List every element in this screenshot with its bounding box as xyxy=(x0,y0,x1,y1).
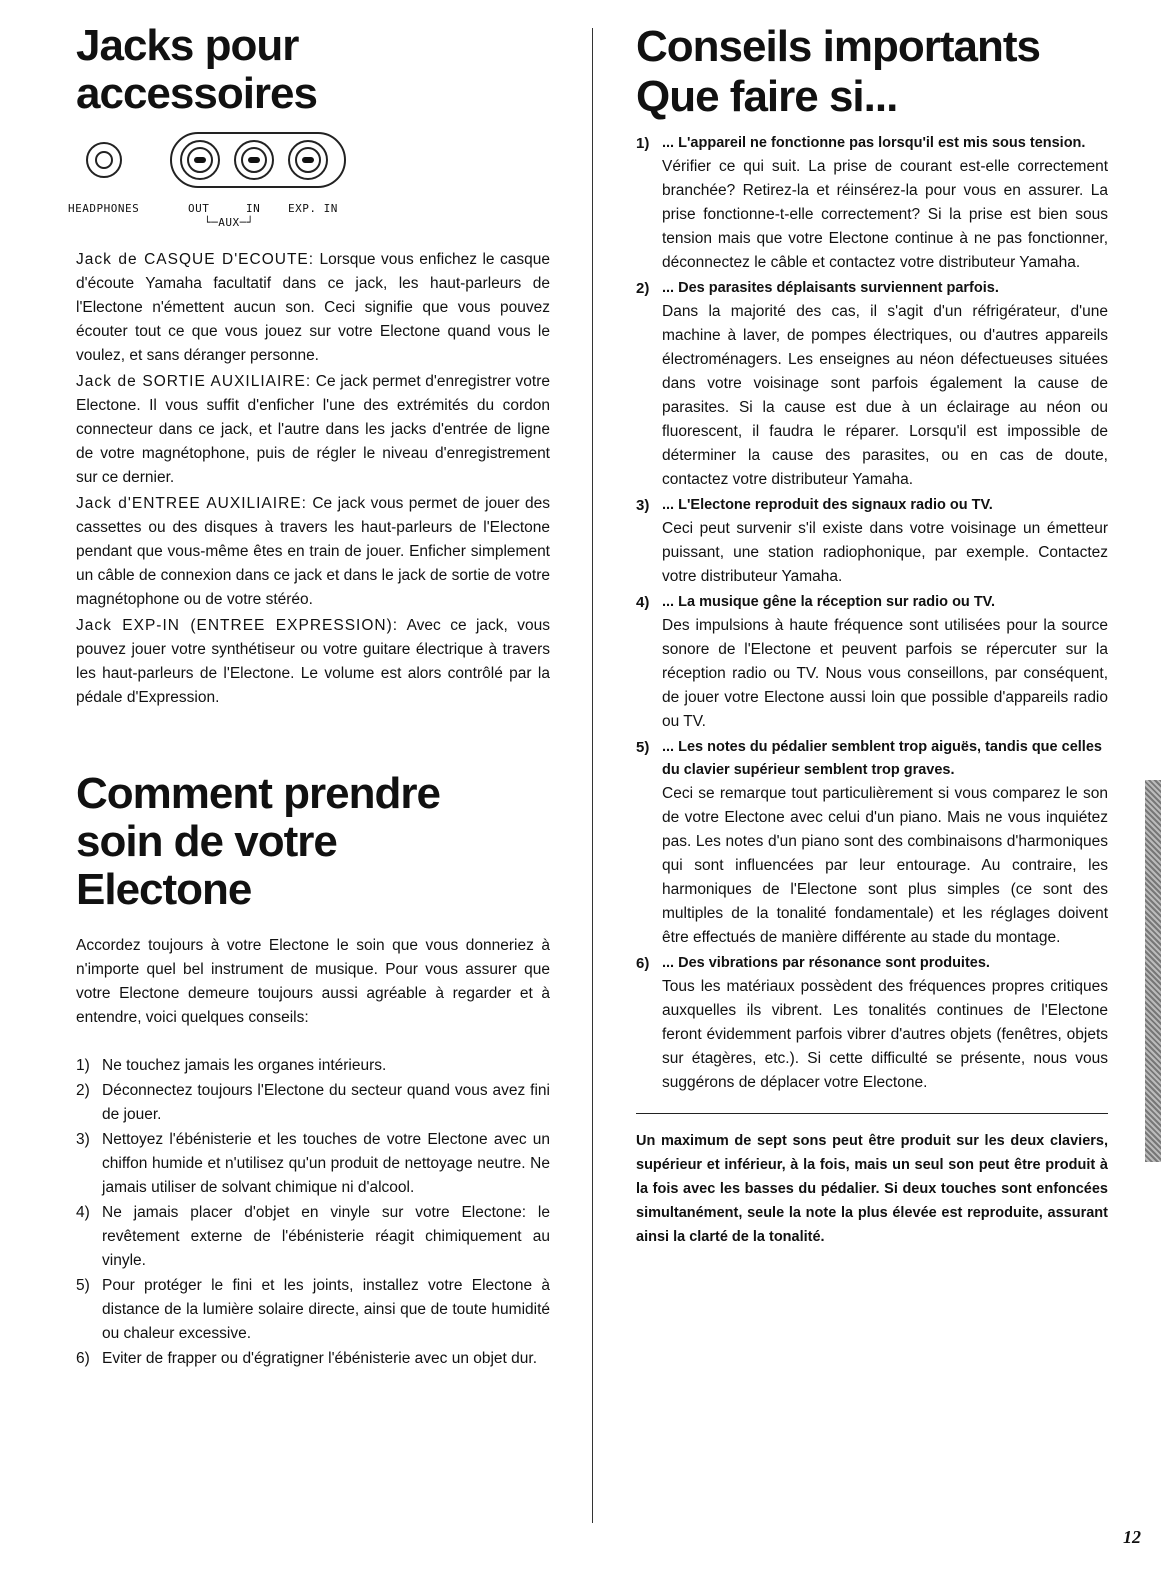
tip-number: 4) xyxy=(636,594,650,611)
headphones-jack-icon xyxy=(86,142,122,178)
edge-shade-tab xyxy=(1145,780,1161,1162)
tip-question: ... La musique gêne la réception sur radio ou TV. xyxy=(662,594,996,610)
list-item xyxy=(76,1347,550,1371)
jack-exp-in-description xyxy=(76,614,550,710)
list-item-text: Eviter de frapper ou d'égratigner l'ébénisterie avec un objet dur. xyxy=(102,1350,538,1367)
polyphony-note: Un maximum de sept sons peut être produit sur les deux claviers, supérieur et inférieur, à la fois, mais un seul son peut être produit à la fois avec les basses du pédalier. Si deux touches sont enfoncées simultanément, seule la note la plus élevée est reproduite, assurant ainsi la clarté de la tonalité. xyxy=(636,1132,1108,1245)
note-divider xyxy=(636,1113,1108,1114)
jacks-title-line2: accessoires xyxy=(76,69,317,118)
tips-title-line1: Conseils importants xyxy=(636,22,1040,71)
list-item xyxy=(76,1274,550,1346)
tip-answer: Ceci se remarque tout particulièrement si vous comparez le son de votre Electone avec celui d'un piano. Mais ne vous inquiétez pas. Les notes d'un piano sont des combinaisons d'harmoniques qui sont influencées par leur entourage. Au contraire, les harmoniques de l'Electone sont plus simples (ce sont des multiples de la tonalité fondamentale) et les réglages doivent être effectués de manière différente au stade du montage. xyxy=(662,785,1108,946)
jack-text: Avec ce jack, vous pouvez jouer votre synthétiseur ou votre guitare électrique à travers les haut-parleurs de l'Electone. Le volume est alors contrôlé par la pédale d'Expression. xyxy=(76,617,551,706)
tip-number: 3) xyxy=(636,497,650,514)
tip-question: ... Des parasites déplaisants surviennent parfois. xyxy=(662,280,999,296)
tip-item xyxy=(636,736,1108,950)
out-label: OUT xyxy=(188,202,210,215)
list-item xyxy=(76,1079,550,1127)
list-item xyxy=(76,1201,550,1273)
tip-item xyxy=(636,132,1108,275)
list-item-number: 4) xyxy=(76,1204,90,1221)
page-number: 12 xyxy=(1123,1527,1141,1547)
aux-in-jack-icon xyxy=(234,140,274,180)
list-item-text: Nettoyez l'ébénisterie et les touches de votre Electone avec un chiffon humide et n'utilisez qu'un produit de nettoyage neutre. Ne jamais utiliser de solvant chimique ni d'alcool. xyxy=(102,1131,550,1196)
tip-item xyxy=(636,494,1108,589)
tip-answer: Vérifier ce qui suit. La prise de courant est-elle correctement branchée? Retirez-la et réinsérez-la pour vous en assurer. La prise fonctionne-t-elle correctement? Si la prise est bien sous tension mais que votre Electone continue à ne pas fonctionner, déconnectez le câble et contactez votre distributeur Yamaha. xyxy=(662,158,1108,271)
tip-answer: Ceci peut survenir s'il existe dans votre voisinage un émetteur puissant, une station radiophonique, par exemple. Contactez votre distributeur Yamaha. xyxy=(662,520,1108,585)
tip-item xyxy=(636,952,1108,1095)
jack-text: Ce jack permet d'enregistrer votre Electone. Il vous suffit d'enficher l'une des extrémités du cordon connecteur dans ce jack, et l'autre dans les jacks d'entrée de ligne de votre magnétophone, puis de régler le niveau d'enregistrement sur ce dernier. xyxy=(76,373,550,486)
jack-term: Jack de CASQUE D'ECOUTE: xyxy=(76,251,315,268)
list-item xyxy=(76,1054,550,1078)
tip-question: ... L'appareil ne fonctionne pas lorsqu'il est mis sous tension. xyxy=(662,135,1086,151)
left-column xyxy=(68,21,551,1372)
exp-in-label: EXP. IN xyxy=(288,202,338,215)
list-item xyxy=(76,1128,550,1200)
column-divider xyxy=(592,28,593,1523)
exp-in-jack-icon xyxy=(288,140,328,180)
jack-aux-out-description xyxy=(76,370,550,490)
jack-term: Jack de SORTIE AUXILIAIRE: xyxy=(76,373,312,390)
right-column xyxy=(636,22,1108,1263)
care-intro: Accordez toujours à votre Electone le soin que vous donneriez à n'importe quel bel instrument de musique. Pour vous assurer que votre Electone demeure toujours aussi agréable à regarder et à entendre, voici quelques conseils: xyxy=(76,937,550,1026)
tip-item xyxy=(636,591,1108,734)
jack-term: Jack d'ENTREE AUXILIAIRE: xyxy=(76,495,307,512)
jack-aux-in-description xyxy=(76,492,550,612)
jack-text: Lorsque vous enfichez le casque d'écoute Yamaha facultatif dans ce jack, les haut-parleurs de l'Electone n'émettent aucun son. Ceci signifie que vous pouvez écouter tout ce que vous jouez sur votre Electone quand vous le voulez, et sans déranger personne. xyxy=(76,251,550,364)
tip-number: 6) xyxy=(636,955,650,972)
tip-number: 1) xyxy=(636,135,650,152)
in-label: IN xyxy=(246,202,261,215)
jacks-title xyxy=(76,22,550,118)
aux-label: └─AUX─┘ xyxy=(204,216,254,229)
jack-panel-diagram xyxy=(68,132,550,242)
tip-item xyxy=(636,277,1108,492)
care-list xyxy=(76,1054,550,1371)
tips-title-line2: Que faire si... xyxy=(636,72,898,121)
list-item-number: 5) xyxy=(76,1277,90,1294)
care-title-line1: Comment prendre xyxy=(76,769,440,818)
aux-out-jack-icon xyxy=(180,140,220,180)
jack-term: Jack EXP-IN (ENTREE EXPRESSION): xyxy=(76,617,399,634)
tip-answer: Tous les matériaux possèdent des fréquences propres critiques auxquelles ils vibrent. Les tonalités continues de l'Electone feront évidemment parfois vibrer d'autres objets (fenêtres, objets sur étagères, etc.). Si cette difficulté se présente, nous vous suggérons de déplacer votre Electone. xyxy=(662,978,1108,1091)
tip-question: ... Des vibrations par résonance sont produites. xyxy=(662,955,990,971)
list-item-number: 2) xyxy=(76,1082,90,1099)
jack-text: Ce jack vous permet de jouer des cassettes ou des disques à travers les haut-parleurs de l'Electone pendant que vous-même êtes en train de jouer. Enficher simplement un câble de connexion dans ce jack et dans le jack de sortie de votre magnétophone ou de votre stéréo. xyxy=(76,495,550,608)
list-item-text: Pour protéger le fini et les joints, installez votre Electone à distance de la lumière solaire directe, ainsi que de toute humidité ou chaleur excessive. xyxy=(102,1277,550,1342)
tips-title xyxy=(636,22,1108,122)
jack-headphones-description xyxy=(76,248,550,368)
care-title-line2: soin de votre xyxy=(76,817,337,866)
list-item-number: 6) xyxy=(76,1350,90,1367)
tips-list xyxy=(636,132,1108,1095)
list-item-number: 1) xyxy=(76,1057,90,1074)
list-item-text: Ne touchez jamais les organes intérieurs. xyxy=(102,1057,387,1074)
list-item-text: Ne jamais placer d'objet en vinyle sur votre Electone: le revêtement externe de l'ébénisterie réagit chimiquement au vinyle. xyxy=(102,1204,550,1269)
list-item-number: 3) xyxy=(76,1131,90,1148)
tip-number: 2) xyxy=(636,280,650,297)
tip-question: ... L'Electone reproduit des signaux radio ou TV. xyxy=(662,497,993,513)
aux-jack-group-icon xyxy=(170,132,346,188)
tip-answer: Des impulsions à haute fréquence sont utilisées pour la source sonore de l'Electone et peuvent parfois se répercuter sur la réception radio ou TV. Nous vous conseillons, par conséquent, de jouer votre Electone aussi loin que possible d'appareils radio ou TV. xyxy=(662,617,1108,730)
tip-question: ... Les notes du pédalier semblent trop aiguës, tandis que celles du clavier supérieur semblent trop graves. xyxy=(662,739,1102,778)
care-title xyxy=(76,770,550,914)
tip-answer: Dans la majorité des cas, il s'agit d'un réfrigérateur, d'une machine à laver, de pompes électriques, ou d'autres appareils électroménagers. Les enseignes au néon défectueuses situées dans votre voisinage sont parfois également la cause de parasites. Si la cause est due à un éclairage au néon ou fluorescent, il faudra le réparer. Lorsqu'il est impossible de déterminer la cause des parasites, ou en cas de doute, contactez votre distributeur Yamaha. xyxy=(662,303,1108,488)
tip-number: 5) xyxy=(636,739,650,756)
jacks-title-line1: Jacks pour xyxy=(76,21,299,70)
headphones-label: HEADPHONES xyxy=(68,202,140,215)
list-item-text: Déconnectez toujours l'Electone du secteur quand vous avez fini de jouer. xyxy=(102,1082,550,1123)
care-title-line3: Electone xyxy=(76,865,252,914)
